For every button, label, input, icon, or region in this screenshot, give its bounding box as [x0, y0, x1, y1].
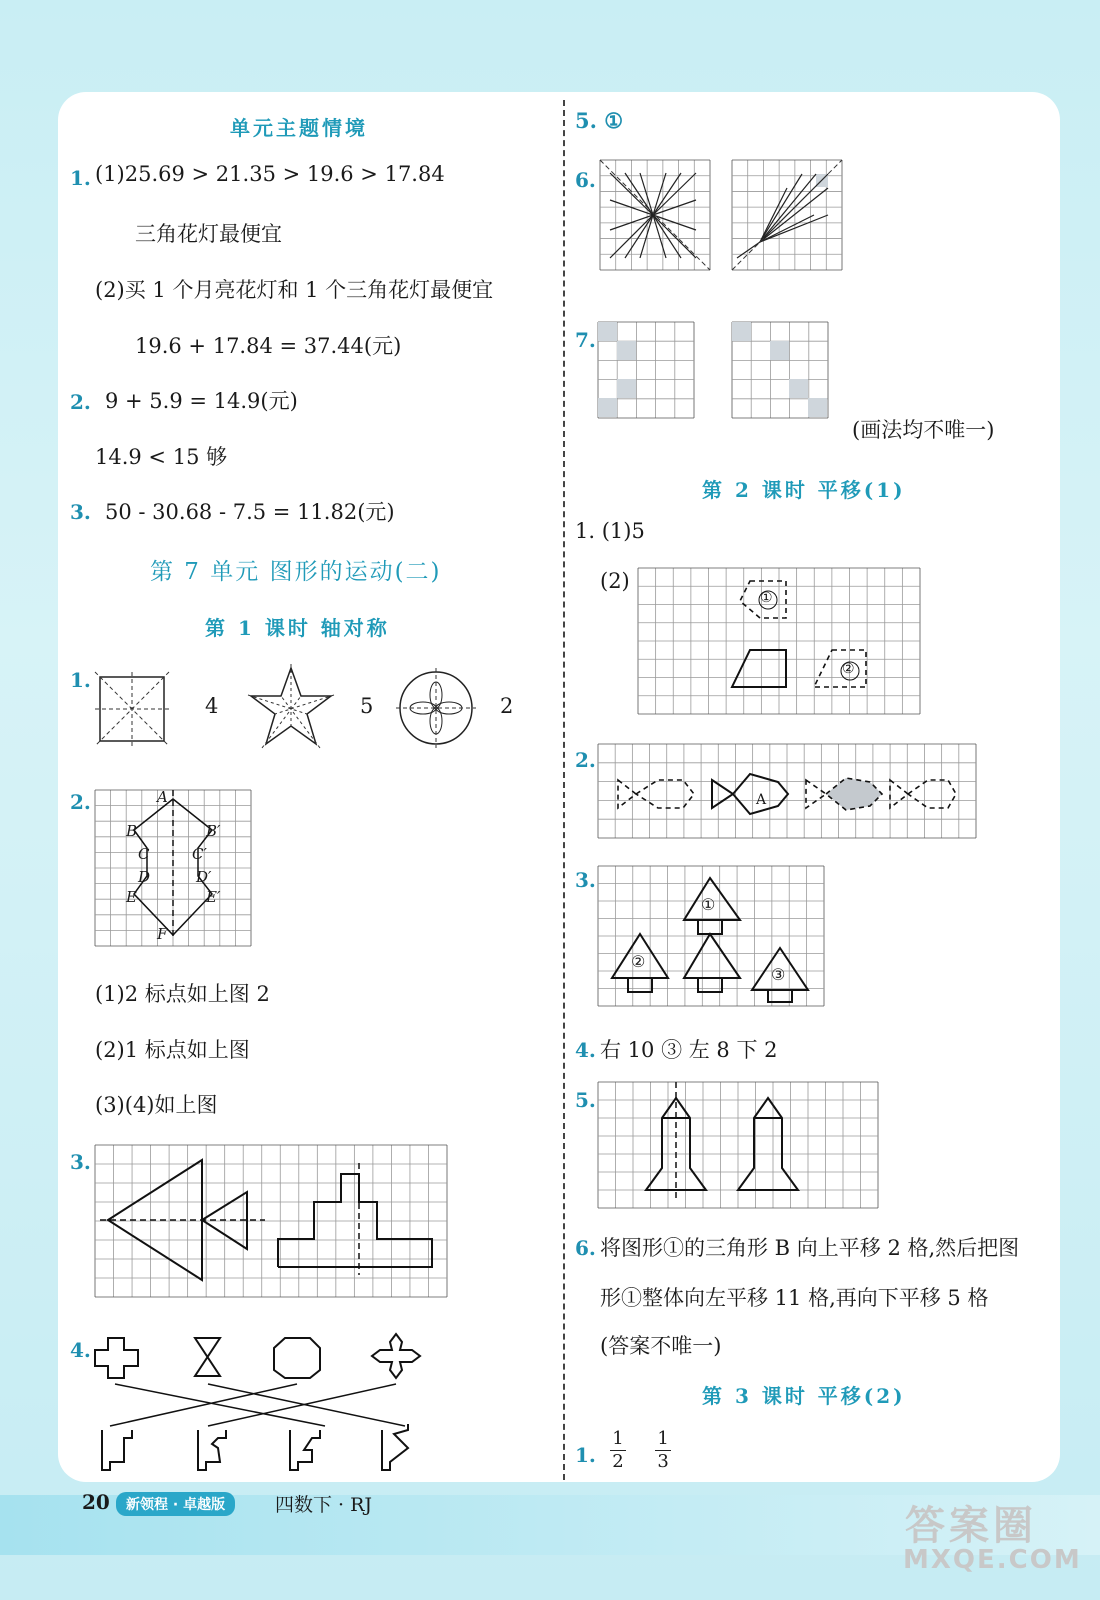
grid-lines [598, 744, 976, 838]
q1-line2: 三角花灯最便宜 [135, 222, 282, 246]
r5-answer: 5. ① [575, 108, 624, 133]
s3-number: 3. [70, 1150, 91, 1174]
square-axes-count: 4 [205, 694, 219, 718]
s2-answer-2: (2)1 标点如上图 [95, 1038, 250, 1062]
lesson3-title: 第 3 课时 平移(2) [702, 1384, 906, 1408]
fraction-2: $\frac{1}{3}$ [655, 1428, 671, 1473]
l2-q6-number: 6. [575, 1236, 596, 1260]
q1-line3: (2)买 1 个月亮花灯和 1 个三角花灯最便宜 [95, 278, 494, 302]
r7-note: (画法均不唯一) [852, 418, 995, 442]
page-number: 20 [82, 1490, 110, 1514]
l2-q6-line3: (答案不唯一) [600, 1334, 722, 1358]
star-axes-count: 5 [360, 694, 374, 718]
shape-label-A: A [756, 792, 767, 808]
circle-axes-count: 2 [500, 694, 514, 718]
lesson2-title: 第 2 课时 平移(1) [702, 478, 906, 502]
l3-q1-number: 1. [575, 1443, 596, 1467]
symmetry-drawing-grid [95, 1145, 447, 1297]
translation-grid-5 [598, 1082, 878, 1208]
section-title-theme: 单元主题情境 [230, 116, 368, 140]
l3-fractions [610, 1428, 695, 1473]
q2-line2: 14.9 < 15 够 [95, 445, 228, 469]
label-D: D [138, 868, 151, 886]
translation-grid-1 [638, 568, 920, 714]
label-A: A [157, 788, 168, 806]
label-E-prime: E′ [206, 888, 221, 906]
grade-label: 四数下 · RJ [275, 1494, 373, 1516]
l2-q1: 1. (1)5 [575, 519, 645, 543]
l2-q4-text: 右 10 ③ 左 8 下 2 [600, 1038, 778, 1062]
l2-q2-number: 2. [575, 748, 596, 772]
label-B: B [126, 822, 138, 840]
watermark-url: MXQE.COM [903, 1545, 1082, 1575]
l2-q4-number: 4. [575, 1038, 596, 1062]
r6-number: 6. [575, 168, 596, 192]
translation-grid-2 [598, 744, 976, 838]
r7-grid-left [598, 322, 694, 418]
square-figure [95, 672, 170, 744]
label-D-prime: D′ [196, 868, 212, 886]
circle-flower-figure [396, 668, 476, 748]
symmetry-grid-figure [95, 790, 251, 946]
s2-answer-3: (3)(4)如上图 [95, 1093, 218, 1117]
l2-q1b: (2) [600, 569, 630, 593]
s1-number: 1. [70, 668, 91, 692]
s4-number: 4. [70, 1338, 91, 1362]
shape-label-q3-3: ③ [771, 965, 786, 984]
label-E: E [126, 888, 137, 906]
shape-label-2: ② [842, 661, 855, 677]
fraction-1: $\frac{1}{2}$ [610, 1428, 626, 1473]
grid-lines [95, 1145, 447, 1297]
column-divider [563, 100, 565, 1480]
grid-lines [638, 568, 920, 714]
l2-q6-line2: 形①整体向左平移 11 格,再向下平移 5 格 [600, 1286, 989, 1310]
r7-grid-right [732, 322, 828, 418]
watermark-logo: 答案圈 [905, 1503, 1037, 1549]
q3-line1: 50 - 30.68 - 7.5 = 11.82(元) [105, 500, 395, 524]
s2-answer-1: (1)2 标点如上图 2 [95, 982, 270, 1006]
label-C: C [138, 845, 150, 863]
shape-label-q3-2: ② [631, 952, 646, 971]
shape-label-q3-1: ① [701, 895, 716, 914]
q3-number: 3. [70, 500, 91, 524]
translation-grid-3 [598, 866, 824, 1006]
r6-grid-left [600, 160, 710, 270]
label-F: F [157, 925, 168, 943]
q1-number: 1. [70, 166, 91, 190]
star-figure [248, 664, 334, 748]
q2-line1: 9 + 5.9 = 14.9(元) [105, 389, 298, 413]
q2-number: 2. [70, 390, 91, 414]
label-B-prime: B′ [206, 822, 221, 840]
shape-label-1: ① [760, 590, 773, 606]
s2-number: 2. [70, 790, 91, 814]
q1-line1: (1)25.69 > 21.35 > 19.6 > 17.84 [95, 162, 445, 186]
matching-figure [90, 1330, 435, 1480]
r6-grid-right [732, 160, 842, 270]
l2-q5-number: 5. [575, 1088, 596, 1112]
l2-q3-number: 3. [575, 868, 596, 892]
unit-title: 第 7 单元 图形的运动(二) [150, 559, 442, 585]
brand-badge: 新领程 · 卓越版 [116, 1492, 235, 1516]
l2-q6-line1: 将图形①的三角形 B 向上平移 2 格,然后把图 [600, 1236, 1020, 1260]
q1-line4: 19.6 + 17.84 = 37.44(元) [135, 334, 402, 358]
r7-number: 7. [575, 328, 596, 352]
lesson1-title: 第 1 课时 轴对称 [205, 616, 390, 640]
label-C-prime: C′ [192, 845, 207, 863]
